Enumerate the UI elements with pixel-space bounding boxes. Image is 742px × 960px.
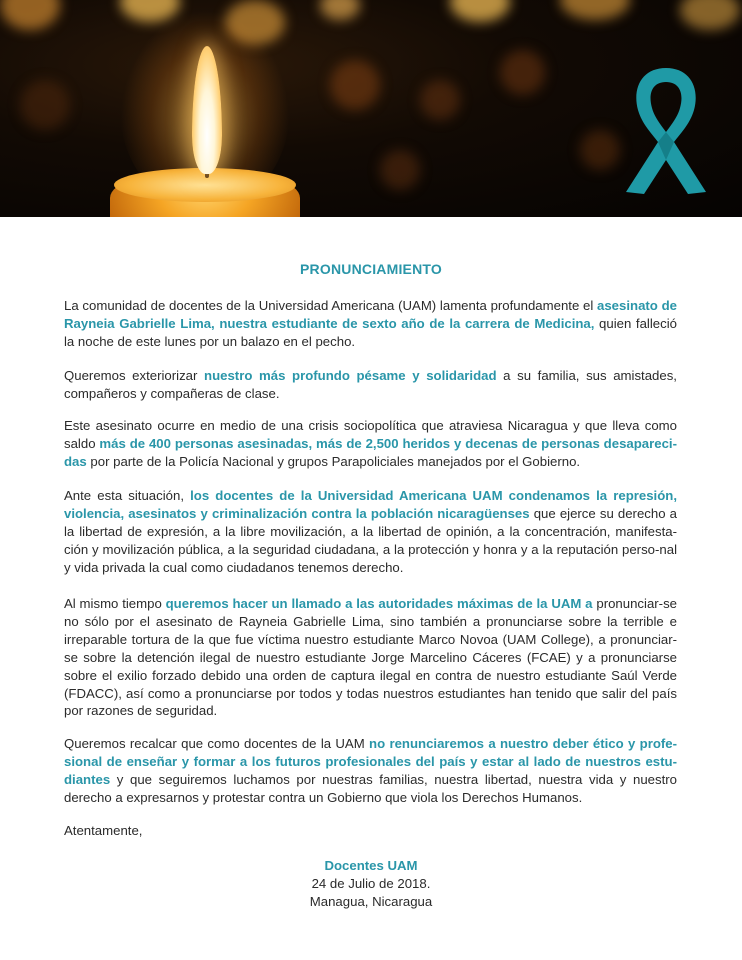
paragraph-4 — [64, 487, 677, 577]
bokeh-light — [0, 0, 60, 30]
paragraph-highlight: no renunciaremos a nuestro deber ético y profe-sional de enseñar y formar a los futuros profesionales del país y estar al lado de nuestros estu-diantes — [64, 736, 677, 787]
document-title: PRONUNCIAMIENTO — [300, 261, 442, 277]
paragraph-highlight: más de 400 personas asesinadas, más de 2,500 heridos y decenas de personas desapareci-das — [64, 435, 677, 469]
paragraph-2 — [64, 367, 677, 403]
awareness-ribbon-icon — [622, 64, 710, 198]
paragraph-highlight: asesinato de Rayneia Gabrielle Lima, nuestra estudiante de sexto año de la carrera de Medicina, — [64, 298, 677, 331]
signature-org-name: Docentes UAM — [324, 858, 418, 873]
paragraph-text: Ante esta situación, — [64, 488, 191, 503]
bokeh-light — [500, 50, 545, 95]
bokeh-light — [580, 130, 620, 170]
paragraph-text: Queremos exteriorizar — [64, 368, 205, 383]
bokeh-light — [680, 0, 740, 30]
paragraph-3 — [64, 417, 677, 471]
bokeh-light — [330, 60, 380, 110]
paragraph-text: y que seguiremos luchamos por nuestras familias, nuestra libertad, nuestra vida y nuestro derecho a expresarnos y protestar contra un Gobierno que viola los Derechos Humanos. — [64, 771, 677, 805]
paragraph-6 — [64, 735, 677, 807]
paragraph-text: Al mismo tiempo — [64, 596, 166, 611]
paragraph-1 — [64, 297, 677, 351]
bokeh-light — [450, 0, 510, 22]
bokeh-light — [320, 0, 360, 20]
bokeh-light — [420, 80, 460, 120]
paragraph-text: a su familia, sus amistades, compañeros y compañeras de clase. — [64, 368, 677, 401]
paragraph-text: que ejerce su derecho a la libertad de expresión, a la libre movilización, a la libertad de opinión, a la concentración, manifesta-ción y movilización pública, a la seguridad ciudadana, a la protección y honra y a la reputación perso-nal y vida privada la cual como ciudadanos tenemos derecho. — [64, 505, 677, 575]
header-banner — [0, 0, 742, 217]
paragraph-5 — [64, 595, 677, 720]
bokeh-light — [380, 150, 420, 190]
paragraph-highlight: los docentes de la Universidad Americana UAM condenamos la represión, violencia, asesinatos y criminalización contra la población nicaragüenses — [64, 488, 677, 521]
paragraph-highlight: queremos hacer un llamado a las autoridades máximas de la UAM a — [165, 596, 593, 611]
signature-org — [0, 857, 742, 875]
signature-date: 24 de Julio de 2018. — [311, 876, 431, 891]
closing-line: Atentamente, — [64, 823, 143, 838]
paragraph-text: Queremos recalcar que como docentes de la UAM — [64, 736, 370, 751]
signature-place: Managua, Nicaragua — [309, 894, 433, 909]
paragraph-text: por parte de la Policía Nacional y grupos Parapoliciales manejados por el Gobierno. — [86, 453, 581, 469]
paragraph-text: pronunciar-se no sólo por el asesinato de Rayneia Gabrielle Lima, sino también a pronunciarse sobre la terrible e irreparable tortura de la que fue víctima nuestro estudiante Marco Novoa (UAM College), a pronunciar-se sobre la detención ilegal de nuestro estudiante Jorge Marcelino Cáceres (FCAE) y a pronunciarse sobre el exilio forzado debido una orden de captura ilegal en contra de nuestro estudiante Saúl Verde (FDACC), así como a pronunciarse por todos y todas nuestros estudiantes han tenido que salir del país por razones de seguridad. — [64, 596, 677, 719]
bokeh-light — [560, 0, 630, 20]
paragraph-text: Este asesinato ocurre en medio de una crisis sociopolítica que atraviesa Nicaragua y que lleva como saldo — [64, 418, 677, 451]
paragraph-highlight: nuestro más profundo pésame y solidaridad — [204, 368, 497, 383]
paragraph-text: La comunidad de docentes de la Universidad Americana (UAM) lamenta profundamente el — [64, 298, 598, 313]
paragraph-text: quien falleció la noche de este lunes por un balazo en el pecho. — [64, 315, 677, 349]
bokeh-light — [20, 80, 70, 130]
